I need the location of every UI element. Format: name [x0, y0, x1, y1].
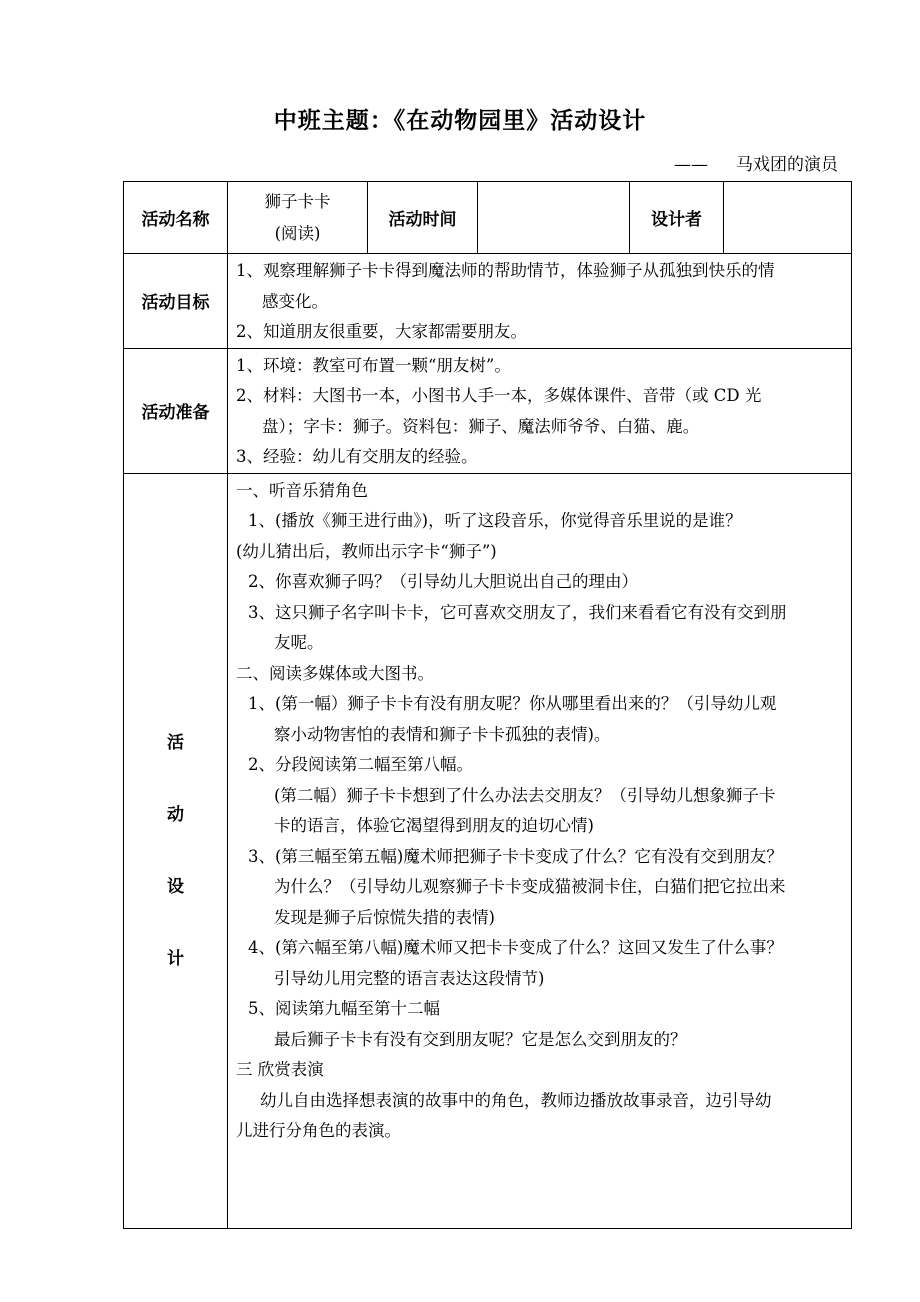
design-line: 5、阅读第九幅至第十二幅	[248, 999, 440, 1018]
design-line: 一、听音乐猜角色	[236, 480, 368, 500]
activity-name-line2: (阅读)	[274, 223, 321, 243]
design-line: 友呢。	[274, 633, 324, 652]
design-line: 引导幼儿用完整的语言表达这段情节)	[274, 968, 545, 988]
design-line: 4、(第六幅至第八幅)魔术师又把卡卡变成了什么？这回又发生了什么事？	[248, 938, 783, 957]
design-line: 幼儿自由选择想表演的故事中的角色，教师边播放故事录音，边引导幼	[260, 1090, 772, 1110]
design-line: 2、你喜欢狮子吗？（引导幼儿大胆说出自己的理由）	[248, 572, 638, 591]
prep-content	[228, 348, 852, 473]
goals-content	[228, 254, 852, 349]
activity-time-label: 活动时间	[368, 182, 478, 254]
design-line: 卡的语言，体验它渴望得到朋友的迫切心情)	[274, 816, 594, 835]
design-line: 1、(第一幅）狮子卡卡有没有朋友呢？你从哪里看出来的？（引导幼儿观	[248, 694, 777, 713]
goals-row	[124, 254, 852, 349]
design-line: 1、(播放《狮王进行曲》)，听了这段音乐，你觉得音乐里说的是谁？	[248, 511, 742, 530]
activity-name-value	[228, 182, 368, 254]
prep-line: 3、经验：幼儿有交朋友的经验。	[236, 447, 478, 466]
subtitle-dash: ——	[674, 155, 708, 175]
design-line: 发现是狮子后惊慌失措的表情)	[274, 907, 495, 927]
design-content	[228, 473, 852, 1228]
design-label	[124, 473, 228, 1228]
designer-label: 设计者	[630, 182, 724, 254]
design-line: 三 欣赏表演	[236, 1060, 324, 1079]
design-line: 3、这只狮子名字叫卡卡，它可喜欢交朋友了，我们来看看它有没有交到朋	[248, 602, 787, 622]
designer-value	[724, 182, 852, 254]
design-line: 察小动物害怕的表情和狮子卡卡孤独的表情)。	[274, 724, 611, 744]
activity-name-line1: 狮子卡卡	[264, 191, 331, 211]
goals-label: 活动目标	[124, 254, 228, 349]
page-title: 中班主题：《在动物园里》活动设计	[273, 108, 647, 134]
prep-line: 1、环境：教室可布置一颗“朋友树”。	[236, 355, 511, 375]
design-line: 最后狮子卡卡有没有交到朋友呢？它是怎么交到朋友的？	[274, 1029, 687, 1049]
activity-name-label: 活动名称	[124, 182, 228, 254]
design-label-char: 活	[167, 732, 184, 753]
design-line: 3、(第三幅至第五幅)魔术师把狮子卡卡变成了什么？它有没有交到朋友？	[248, 846, 783, 866]
design-label-char: 动	[167, 804, 184, 825]
activity-plan-table	[123, 181, 852, 1229]
design-line: 2、分段阅读第二幅至第八幅。	[248, 755, 473, 774]
subtitle-text: 马戏团的演员	[736, 155, 838, 175]
subtitle	[674, 150, 838, 175]
design-line: (幼儿猜出后，教师出示字卡“狮子”)	[236, 541, 497, 561]
goals-line: 2、知道朋友很重要，大家都需要朋友。	[236, 322, 527, 341]
activity-time-value	[478, 182, 630, 254]
design-row	[124, 473, 852, 1228]
prep-line: 2、材料：大图书一本，小图书人手一本，多媒体课件、音带（或 CD 光	[236, 386, 762, 405]
goals-line: 感变化。	[262, 291, 328, 311]
design-label-char: 设	[167, 876, 184, 897]
design-line: 二、阅读多媒体或大图书。	[236, 663, 434, 683]
prep-label: 活动准备	[124, 348, 228, 473]
prep-row	[124, 348, 852, 473]
design-line: (第二幅）狮子卡卡想到了什么办法去交朋友？（引导幼儿想象狮子卡	[274, 785, 776, 805]
design-line: 儿进行分角色的表演。	[236, 1121, 401, 1140]
design-line: 为什么？（引导幼儿观察狮子卡卡变成猫被洞卡住，白猫们把它拉出来	[274, 877, 786, 896]
goals-line: 1、观察理解狮子卡卡得到魔法师的帮助情节，体验狮子从孤独到快乐的情	[236, 261, 775, 280]
design-label-char: 计	[167, 948, 184, 969]
prep-line: 盘）；字卡：狮子。资料包：狮子、魔法师爷爷、白猫、鹿。	[262, 416, 700, 436]
header-row	[124, 182, 852, 254]
